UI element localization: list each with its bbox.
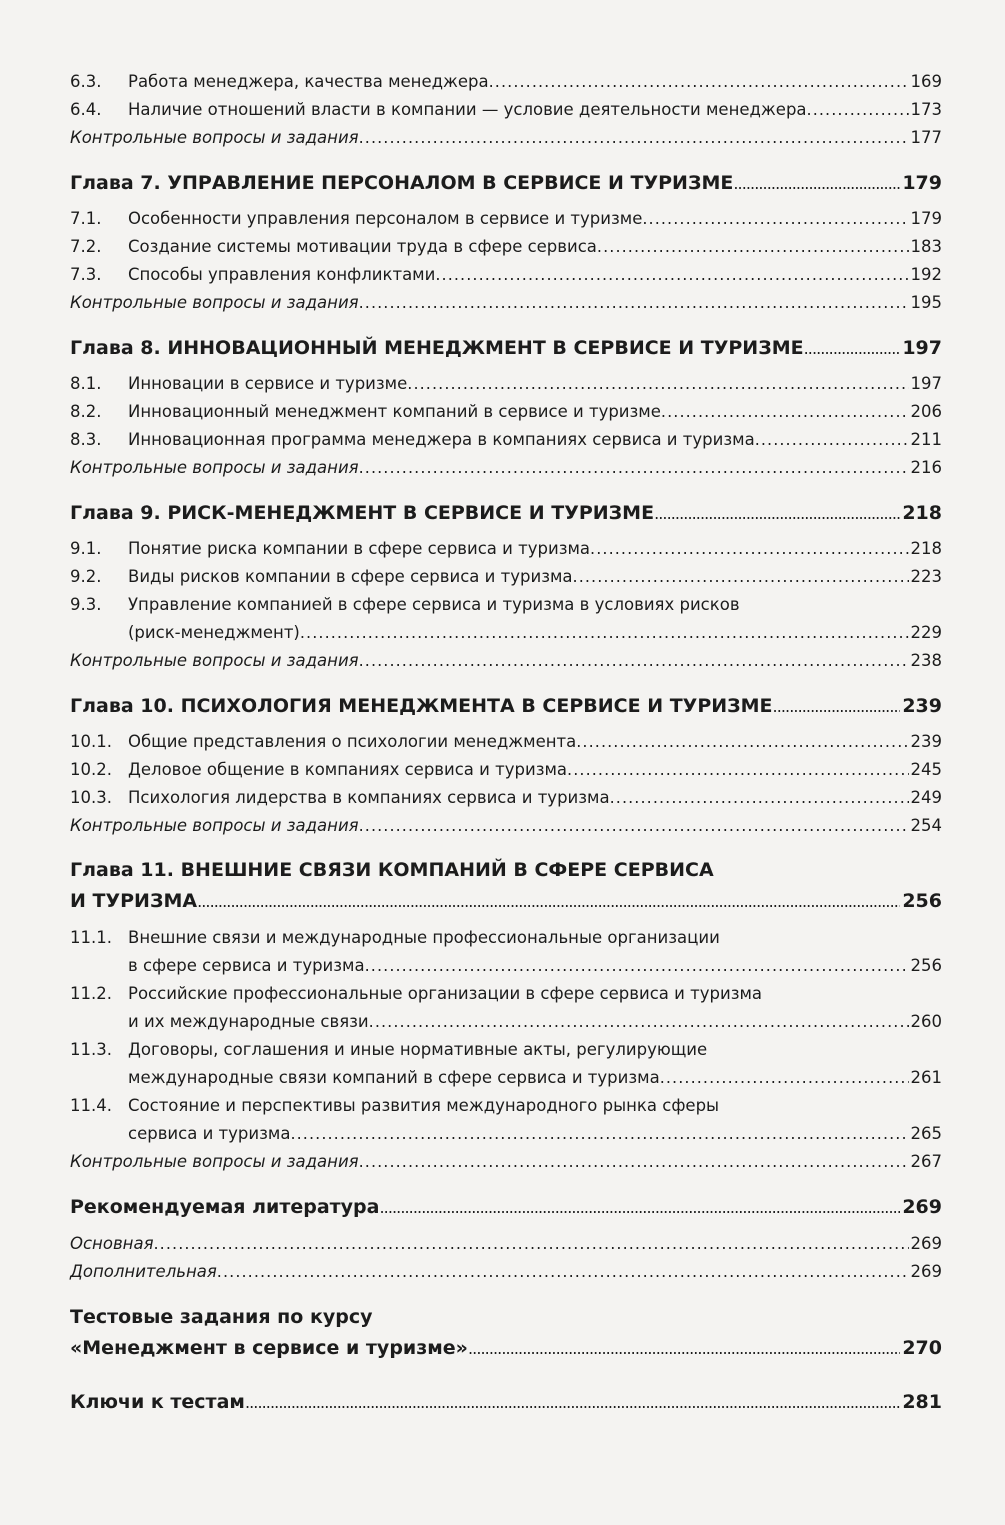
- toc-entry-6-3: [70, 72, 942, 91]
- leader-dots: [407, 374, 908, 393]
- section-title: Виды рисков компании в сфере сервиса и туризма: [128, 567, 573, 586]
- page-number: 254: [910, 816, 942, 835]
- page-number: 218: [910, 539, 942, 558]
- leader-dots: [154, 1234, 909, 1253]
- section-title-continued: международные связи компаний в сфере сервиса и туризма: [128, 1068, 660, 1087]
- page-number: 261: [910, 1068, 942, 1087]
- toc-literature-additional: [70, 1262, 942, 1281]
- toc-entry-11-4-cont: [70, 1124, 942, 1143]
- chapter-title-continued: И ТУРИЗМА: [70, 890, 198, 912]
- leader-dots: [807, 100, 909, 119]
- toc-questions-8: [70, 458, 942, 477]
- toc-keys: [70, 1391, 942, 1413]
- section-title: Состояние и перспективы развития международного рынка сферы: [128, 1096, 720, 1115]
- toc-questions-7: [70, 293, 942, 312]
- leader-dots: [489, 72, 909, 91]
- section-number: 10.2.: [70, 760, 112, 779]
- toc-entry-11-2-cont: [70, 1012, 942, 1031]
- leader-dots: [197, 892, 900, 911]
- toc-questions-6: [70, 128, 942, 147]
- section-title: Деловое общение в компаниях сервиса и туризма: [128, 760, 568, 779]
- section-number: 8.3.: [70, 430, 102, 449]
- toc-entry-7-3: [70, 265, 942, 284]
- toc-entry-6-4: [70, 100, 942, 119]
- questions-title: Контрольные вопросы и задания: [70, 651, 359, 670]
- leader-dots: [610, 788, 909, 807]
- questions-title: Контрольные вопросы и задания: [70, 1152, 359, 1171]
- toc-entry-11-2: [70, 984, 942, 1003]
- page-number: 269: [902, 1196, 942, 1218]
- toc-entry-9-1: [70, 539, 942, 558]
- toc-chapter-11: [70, 859, 942, 881]
- toc-entry-11-1-cont: [70, 956, 942, 975]
- chapter-title: Глава 10. ПСИХОЛОГИЯ МЕНЕДЖМЕНТА В СЕРВИСЕ И ТУРИЗМЕ: [70, 695, 773, 717]
- page-number: 265: [910, 1124, 942, 1143]
- leader-dots: [573, 567, 909, 586]
- leader-dots: [300, 623, 909, 642]
- chapter-title: Глава 8. ИННОВАЦИОННЫЙ МЕНЕДЖМЕНТ В СЕРВИСЕ И ТУРИЗМЕ: [70, 337, 804, 359]
- page-number: 192: [910, 265, 942, 284]
- page-number: 238: [910, 651, 942, 670]
- toc-entry-11-1: [70, 928, 942, 947]
- section-number: 7.3.: [70, 265, 102, 284]
- section-title: Психология лидерства в компаниях сервиса и туризма: [128, 788, 610, 807]
- toc-questions-9: [70, 651, 942, 670]
- section-number: 9.1.: [70, 539, 102, 558]
- toc-questions-11: [70, 1152, 942, 1171]
- leader-dots: [359, 128, 909, 147]
- page-number: 223: [910, 567, 942, 586]
- section-title: Способы управления конфликтами: [128, 265, 436, 284]
- section-number: 10.3.: [70, 788, 112, 807]
- page-number: 281: [902, 1391, 942, 1413]
- section-title-continued: и их международные связи: [128, 1012, 369, 1031]
- page-number: 256: [910, 956, 942, 975]
- toc-literature: [70, 1196, 942, 1218]
- page-number: 206: [910, 402, 942, 421]
- page-number: 239: [910, 732, 942, 751]
- leader-dots: [661, 402, 909, 421]
- leader-dots: [359, 293, 909, 312]
- page-number: 218: [902, 502, 942, 524]
- section-title: Договоры, соглашения и иные нормативные акты, регулирующие: [128, 1040, 708, 1059]
- page-number: 211: [910, 430, 942, 449]
- toc-tests-cont: [70, 1337, 942, 1359]
- section-number: 10.1.: [70, 732, 112, 751]
- questions-title: Контрольные вопросы и задания: [70, 816, 359, 835]
- leader-dots: [379, 1198, 900, 1217]
- leader-dots: [567, 760, 908, 779]
- section-number: 6.4.: [70, 100, 102, 119]
- subsection-title: Дополнительная: [70, 1262, 217, 1281]
- page-number: 267: [910, 1152, 942, 1171]
- section-number: 7.2.: [70, 237, 102, 256]
- page-number: 249: [910, 788, 942, 807]
- questions-title: Контрольные вопросы и задания: [70, 458, 359, 477]
- leader-dots: [365, 956, 909, 975]
- toc-chapter-11-cont: [70, 890, 942, 912]
- page-number: 229: [910, 623, 942, 642]
- leader-dots: [359, 1152, 909, 1171]
- page-number: 269: [910, 1234, 942, 1253]
- leader-dots: [369, 1012, 909, 1031]
- section-number: 9.3.: [70, 595, 102, 614]
- toc-entry-11-3: [70, 1040, 942, 1059]
- leader-dots: [597, 237, 909, 256]
- toc-chapter-8: [70, 337, 942, 359]
- toc-entry-7-1: [70, 209, 942, 228]
- toc-entry-8-1: [70, 374, 942, 393]
- page-number: 239: [902, 695, 942, 717]
- section-number: 9.2.: [70, 567, 102, 586]
- section-number: 11.4.: [70, 1096, 112, 1115]
- leader-dots: [245, 1393, 900, 1412]
- toc-chapter-7: [70, 172, 942, 194]
- leader-dots: [660, 1068, 909, 1087]
- toc-entry-9-3-cont: [70, 623, 942, 642]
- section-title-continued: сервиса и туризма: [128, 1124, 291, 1143]
- leader-dots: [359, 458, 909, 477]
- toc-chapter-10: [70, 695, 942, 717]
- section-number: 7.1.: [70, 209, 102, 228]
- page-number: 173: [910, 100, 942, 119]
- section-number: 11.1.: [70, 928, 112, 947]
- toc-entry-10-2: [70, 760, 942, 779]
- page-number: 197: [910, 374, 942, 393]
- leader-dots: [773, 697, 901, 716]
- leader-dots: [435, 265, 908, 284]
- section-number: 11.3.: [70, 1040, 112, 1059]
- section-title: Работа менеджера, качества менеджера: [128, 72, 489, 91]
- page-number: 169: [910, 72, 942, 91]
- leader-dots: [590, 539, 908, 558]
- toc-entry-9-2: [70, 567, 942, 586]
- toc-entry-8-2: [70, 402, 942, 421]
- toc-entry-10-3: [70, 788, 942, 807]
- page-number: 269: [910, 1262, 942, 1281]
- page-number: 216: [910, 458, 942, 477]
- page-number: 245: [910, 760, 942, 779]
- subsection-title: Основная: [70, 1234, 154, 1253]
- section-title: Особенности управления персоналом в сервисе и туризме: [128, 209, 643, 228]
- leader-dots: [733, 174, 900, 193]
- toc-chapter-9: [70, 502, 942, 524]
- toc-entry-9-3: [70, 595, 942, 614]
- leader-dots: [468, 1339, 900, 1358]
- chapter-title-continued: «Менеджмент в сервисе и туризме»: [70, 1337, 468, 1359]
- page-number: 179: [910, 209, 942, 228]
- chapter-title: Тестовые задания по курсу: [70, 1306, 373, 1328]
- section-number: 6.3.: [70, 72, 102, 91]
- toc-tests: [70, 1306, 942, 1328]
- toc-entry-10-1: [70, 732, 942, 751]
- page-number: 195: [910, 293, 942, 312]
- section-title: Понятие риска компании в сфере сервиса и туризма: [128, 539, 591, 558]
- leader-dots: [804, 339, 901, 358]
- leader-dots: [290, 1124, 908, 1143]
- toc-entry-11-4: [70, 1096, 942, 1115]
- section-title-continued: в сфере сервиса и туризма: [128, 956, 365, 975]
- questions-title: Контрольные вопросы и задания: [70, 293, 359, 312]
- leader-dots: [755, 430, 909, 449]
- page-number: 270: [902, 1337, 942, 1359]
- page-number: 183: [910, 237, 942, 256]
- chapter-title: Глава 7. УПРАВЛЕНИЕ ПЕРСОНАЛОМ В СЕРВИСЕ И ТУРИЗМЕ: [70, 172, 734, 194]
- leader-dots: [359, 816, 909, 835]
- toc-entry-8-3: [70, 430, 942, 449]
- questions-title: Контрольные вопросы и задания: [70, 128, 359, 147]
- leader-dots: [217, 1262, 909, 1281]
- page-number: 177: [910, 128, 942, 147]
- leader-dots: [642, 209, 908, 228]
- leader-dots: [359, 651, 909, 670]
- section-title: Инновационная программа менеджера в компаниях сервиса и туризма: [128, 430, 755, 449]
- section-title: Инновации в сервисе и туризме: [128, 374, 408, 393]
- section-title: Российские профессиональные организации в сфере сервиса и туризма: [128, 984, 763, 1003]
- toc-literature-main: [70, 1234, 942, 1253]
- section-number: 8.2.: [70, 402, 102, 421]
- page-number: 256: [902, 890, 942, 912]
- page-number: 197: [902, 337, 942, 359]
- page-number: 179: [902, 172, 942, 194]
- section-title: Инновационный менеджмент компаний в сервисе и туризме: [128, 402, 661, 421]
- chapter-title: Рекомендуемая литература: [70, 1196, 380, 1218]
- section-title: Управление компанией в сфере сервиса и туризма в условиях рисков: [128, 595, 740, 614]
- section-title: Общие представления о психологии менеджмента: [128, 732, 577, 751]
- chapter-title: Ключи к тестам: [70, 1391, 245, 1413]
- section-number: 11.2.: [70, 984, 112, 1003]
- section-title: Наличие отношений власти в компании — условие деятельности менеджера: [128, 100, 807, 119]
- toc-entry-7-2: [70, 237, 942, 256]
- leader-dots: [576, 732, 908, 751]
- section-title-continued: (риск-менеджмент): [128, 623, 300, 642]
- leader-dots: [654, 504, 900, 523]
- toc-entry-11-3-cont: [70, 1068, 942, 1087]
- section-number: 8.1.: [70, 374, 102, 393]
- chapter-title: Глава 9. РИСК-МЕНЕДЖМЕНТ В СЕРВИСЕ И ТУРИЗМЕ: [70, 502, 655, 524]
- section-title: Внешние связи и международные профессиональные организации: [128, 928, 720, 947]
- section-title: Создание системы мотивации труда в сфере сервиса: [128, 237, 597, 256]
- page-number: 260: [910, 1012, 942, 1031]
- chapter-title: Глава 11. ВНЕШНИЕ СВЯЗИ КОМПАНИЙ В СФЕРЕ СЕРВИСА: [70, 859, 714, 881]
- toc-questions-10: [70, 816, 942, 835]
